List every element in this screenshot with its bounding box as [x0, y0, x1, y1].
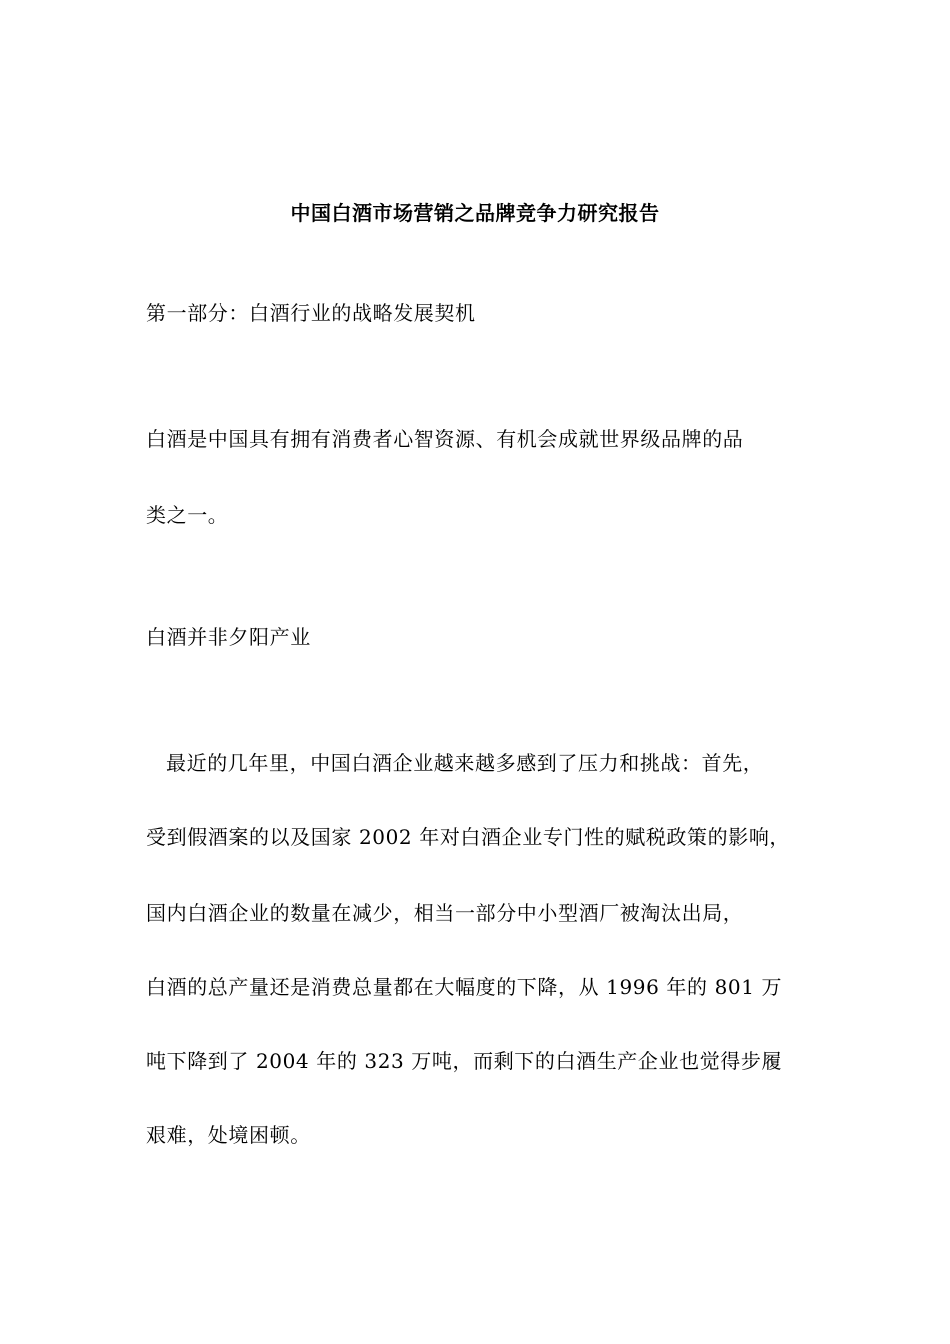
body-line: 艰难，处境困顿。 [146, 1123, 311, 1147]
body-line: 国内白酒企业的数量在减少，相当一部分中小型酒厂被淘汰出局， [146, 901, 744, 925]
intro-line: 白酒是中国具有拥有消费者心智资源、有机会成就世界级品牌的品 [146, 427, 744, 451]
intro-line: 类之一。 [146, 503, 229, 527]
document-title: 中国白酒市场营销之品牌竞争力研究报告 [290, 201, 660, 225]
part-heading: 第一部分：白酒行业的战略发展契机 [146, 301, 476, 325]
body-line: 白酒的总产量还是消费总量都在大幅度的下降，从 1996 年的 801 万 [146, 975, 783, 999]
body-line: 最近的几年里，中国白酒企业越来越多感到了压力和挑战：首先， [166, 751, 764, 775]
body-line: 受到假酒案的以及国家 2002 年对白酒企业专门性的赋税政策的影响， [146, 825, 791, 849]
body-line: 吨下降到了 2004 年的 323 万吨，而剩下的白酒生产企业也觉得步履 [146, 1049, 783, 1073]
section-heading: 白酒并非夕阳产业 [146, 625, 311, 649]
